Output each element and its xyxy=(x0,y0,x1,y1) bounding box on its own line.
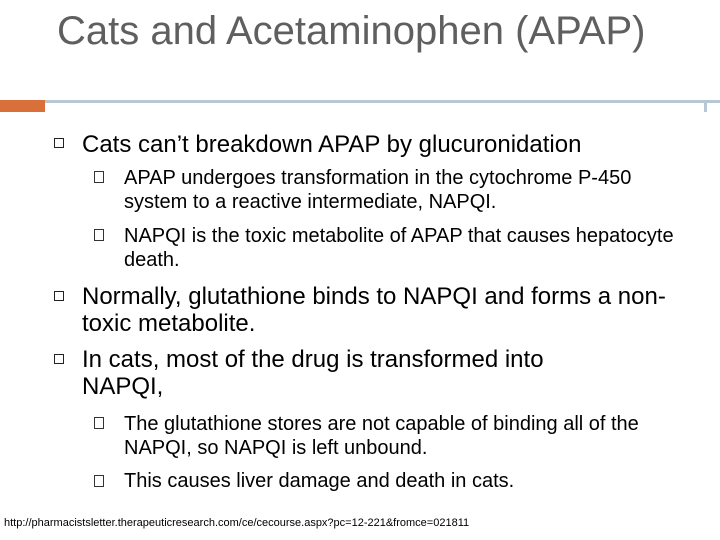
bullet-1-sub-2: NAPQI is the toxic metabolite of APAP that causes hepatocyte death. xyxy=(124,225,674,271)
bullet-3-sub-1: The glutathione stores are not capable of binding all of the NAPQI, so NAPQI is left unbound. xyxy=(124,413,639,459)
bullet-1-sub-1: APAP undergoes transformation in the cytochrome P-450 system to a reactive intermediate, NAPQI. xyxy=(124,167,632,213)
sub-bullet-icon xyxy=(94,417,104,429)
bullet-2-text: Normally, glutathione binds to NAPQI and forms a non-toxic metabolite. xyxy=(82,283,666,337)
source-link[interactable]: http://pharmacistsletter.therapeuticresearch.com/ce/cecourse.aspx?pc=12-221&fromce=021811 xyxy=(4,517,470,529)
bullet-3-sub-2: This causes liver damage and death in cats. xyxy=(124,470,515,492)
bullet-1-text: Cats can’t breakdown APAP by glucuronidation xyxy=(82,131,582,158)
title-rule-end xyxy=(704,100,707,112)
sub-bullet-icon xyxy=(94,229,104,241)
square-bullet-icon xyxy=(54,291,64,301)
square-bullet-icon xyxy=(54,138,64,148)
bullet-3-text: In cats, most of the drug is transformed into NAPQI, xyxy=(82,346,544,400)
sub-bullet-icon xyxy=(94,475,104,487)
square-bullet-icon xyxy=(54,354,64,364)
title-accent-bar xyxy=(0,100,45,112)
slide-title: Cats and Acetaminophen (APAP) xyxy=(57,9,646,53)
sub-bullet-icon xyxy=(94,171,104,183)
title-rule xyxy=(45,100,720,103)
